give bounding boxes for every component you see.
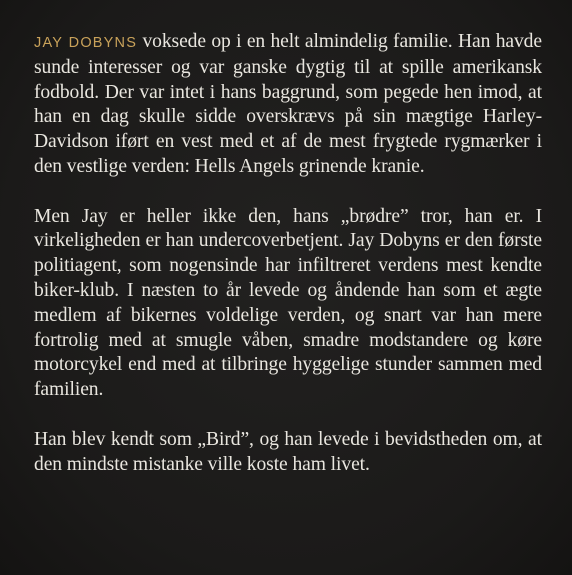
paragraph-1 (34, 30, 542, 180)
paragraph-2 (34, 205, 542, 403)
blurb-text (34, 30, 542, 502)
paragraph-2-text: Men Jay er heller ikke den, hans „brødre” tror, han er. I virkeligheden er han undercoverbetjent. Jay Dobyns er den første politiagent, som nogensinde har infiltreret verdens mest kendte biker-klub. I næsten to år levede og åndende han som et ægte medlem af bikernes voldelige verden, og snart var han mere fortrolig med at smugle våben, smadre modstandere og køre motorcykel end med at tilbringe hyggelige stunder sammen med familien. (34, 205, 542, 401)
paragraph-3-text: Han blev kendt som „Bird”, og han levede i bevidstheden om, at den mindste mistanke ville koste ham livet. (34, 428, 542, 475)
author-name-lead: JAY DOBYNS (34, 35, 138, 51)
paragraph-3 (34, 428, 542, 478)
paragraph-1-text: voksede op i en helt almindelig familie. Han havde sunde interesser og var ganske dygtig til at spille amerikansk fodbold. Der var intet i hans baggrund, som pegede hen imod, at han en dag skulle sidde overskrævs på sin mægtige Harley-Davidson iført en vest med et af de mest frygtede rygmærker i den vestlige verden: Hells Angels grinende kranie. (34, 31, 542, 177)
